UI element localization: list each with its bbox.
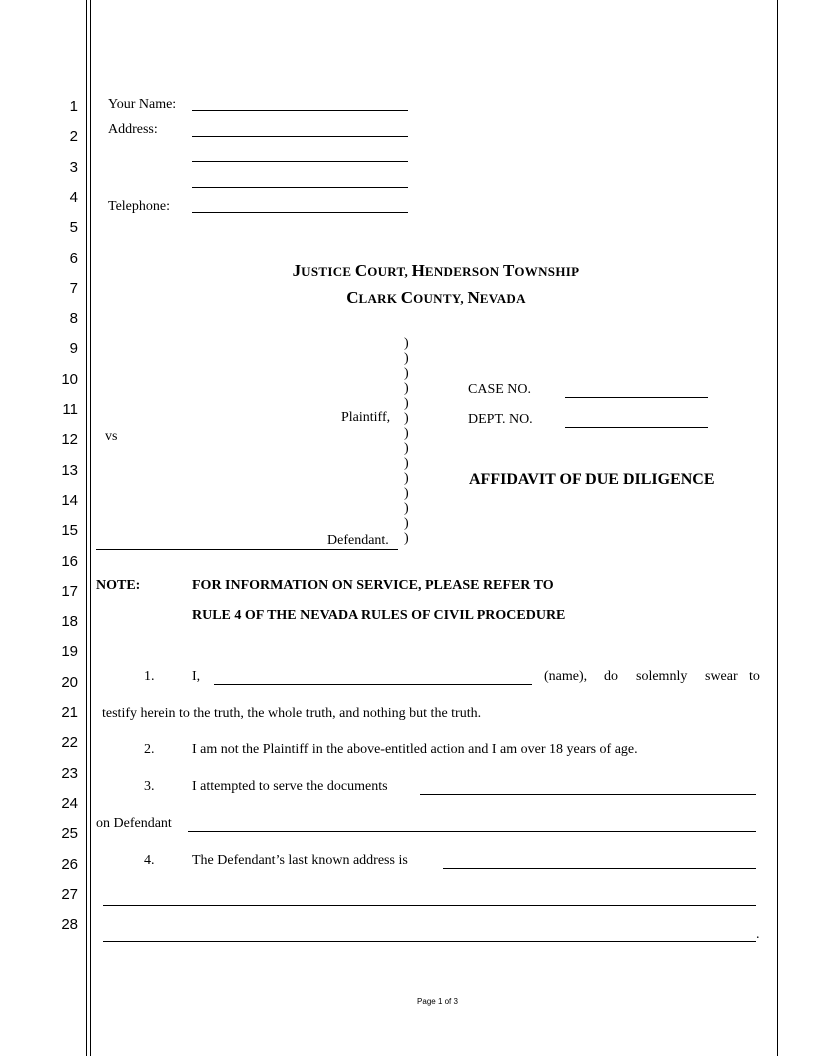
last-known-address-field-3[interactable] [103,941,756,942]
line-number: 14 [61,491,78,509]
last-known-address-field-2[interactable] [103,905,756,906]
case-no-field[interactable] [565,397,708,398]
item-1-word-swear: swear [705,669,738,684]
your-name-label: Your Name: [108,97,177,112]
line-number: 10 [61,370,78,388]
item-1-word-do: do [604,669,618,684]
document-title: AFFIDAVIT OF DUE DILIGENCE [469,471,715,488]
vs-label: vs [105,429,118,444]
caption-paren: ) [404,366,409,381]
line-number: 11 [62,401,78,418]
telephone-field[interactable] [192,212,408,213]
line-number: 4 [69,188,78,206]
item-2-text: I am not the Plaintiff in the above-entitled action and I am over 18 years of age. [192,742,638,757]
item-2-number: 2. [144,742,155,757]
line-number: 17 [61,582,78,600]
note-line-2: RULE 4 OF THE NEVADA RULES OF CIVIL PROCEDURE [192,608,566,623]
address-line-period: . [756,927,760,942]
dept-no-label: DEPT. NO. [468,412,533,427]
address-field-1[interactable] [192,136,408,137]
line-number: 5 [69,219,78,237]
caption-paren: ) [404,426,409,441]
line-number: 20 [61,673,78,691]
item-4-text: The Defendant’s last known address is [192,853,408,868]
item-3-continuation: on Defendant [96,816,172,831]
line-number: 15 [61,522,78,540]
item-3-text: I attempted to serve the documents [192,779,388,794]
item-1-name-word: (name), [544,669,588,684]
line-number: 25 [61,825,78,843]
address-field-3[interactable] [192,187,408,188]
line-number: 26 [61,855,78,873]
line-number: 21 [61,704,78,721]
margin-line-outer-left [86,0,87,1056]
defendant-service-field[interactable] [188,831,756,832]
last-known-address-field-1[interactable] [443,868,756,869]
page-number: Page 1 of 3 [417,997,458,1006]
line-number: 1 [69,98,78,115]
note-line-1: FOR INFORMATION ON SERVICE, PLEASE REFER TO [192,578,554,593]
margin-line-inner-left [90,0,91,1056]
caption-paren: ) [404,351,409,366]
note-label: NOTE: [96,578,141,593]
caption-paren: ) [404,531,409,546]
line-number: 7 [69,279,78,297]
court-name-heading: JUSTICE COURT, HENDERSON TOWNSHIP [292,261,580,280]
margin-line-right [777,0,778,1056]
line-number: 8 [69,310,78,328]
line-number: 23 [61,764,78,782]
item-1-number: 1. [144,669,155,684]
line-number: 12 [61,431,78,449]
plaintiff-label: Plaintiff, [341,410,391,425]
address-label: Address: [108,122,158,137]
line-number: 2 [69,128,78,146]
line-number: 9 [69,340,78,358]
dept-no-field[interactable] [565,427,708,428]
line-number: 28 [61,916,78,934]
documents-field[interactable] [420,794,756,795]
item-3-number: 3. [144,779,155,794]
line-number: 3 [69,158,78,176]
line-number: 13 [61,461,78,479]
line-number: 16 [61,552,78,570]
caption-paren: ) [404,396,409,411]
item-1-continuation: testify herein to the truth, the whole truth, and nothing but the truth. [102,706,482,721]
case-no-label: CASE NO. [468,382,532,397]
line-number: 6 [69,249,78,267]
caption-divider-line [96,549,398,550]
telephone-label: Telephone: [108,199,170,214]
caption-paren: ) [404,441,409,456]
line-number: 19 [61,643,78,661]
caption-paren: ) [404,336,409,351]
caption-paren: ) [404,381,409,396]
line-number: 27 [61,885,78,903]
item-4-number: 4. [144,853,155,868]
caption-paren: ) [404,471,409,486]
defendant-label: Defendant. [327,533,389,548]
item-1-word-solemnly: solemnly [636,669,688,684]
line-number: 24 [61,794,78,812]
caption-paren: ) [404,516,409,531]
line-number: 18 [61,613,78,631]
item-1-i: I, [192,669,201,684]
caption-paren: ) [404,411,409,426]
line-number: 22 [61,734,78,752]
county-heading: CLARK COUNTY, NEVADA [346,288,526,307]
address-field-2[interactable] [192,161,408,162]
caption-paren: ) [404,501,409,516]
affiant-name-field[interactable] [214,684,532,685]
caption-paren: ) [404,456,409,471]
item-1-word-to: to [749,669,760,684]
caption-paren: ) [404,486,409,501]
your-name-field[interactable] [192,110,408,111]
